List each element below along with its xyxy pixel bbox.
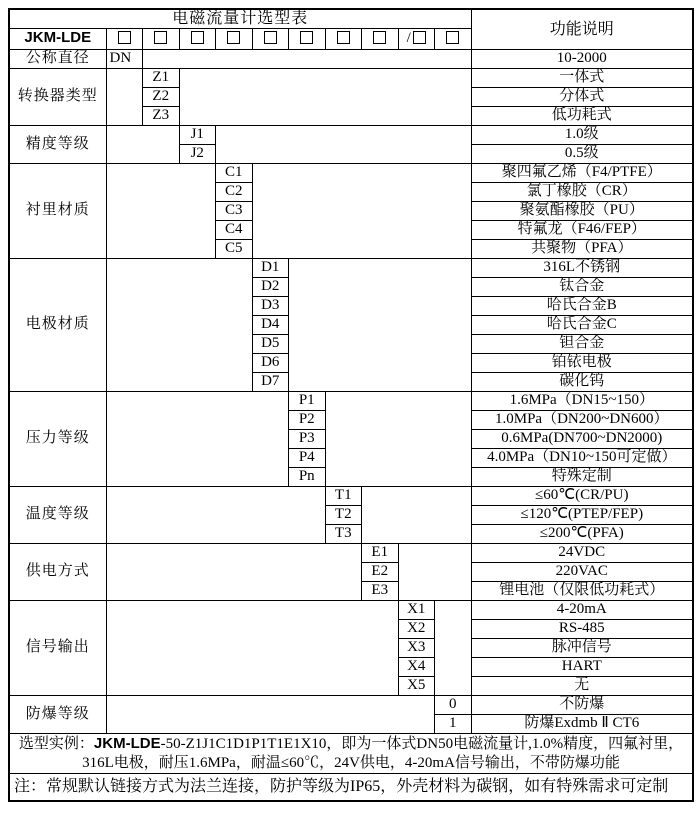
category-temperature-rating: 温度等级 — [9, 486, 106, 543]
code-box-cell-slash — [398, 28, 435, 49]
code-cell: Z2 — [143, 87, 180, 106]
code-box-cell — [325, 28, 362, 49]
selection-example — [9, 733, 693, 773]
spacer-cell — [435, 600, 472, 695]
code-cell: X1 — [398, 600, 435, 619]
spacer-cell — [106, 163, 216, 258]
category-nominal-diameter: 公称直径 — [9, 49, 106, 68]
code-cell: Z3 — [143, 106, 180, 125]
desc-cell: 低功耗式 — [471, 106, 693, 125]
code-cell: P3 — [289, 429, 326, 448]
category-explosion-proof-rating: 防爆等级 — [9, 695, 106, 733]
code-cell: D5 — [252, 334, 289, 353]
code-cell: E2 — [362, 562, 399, 581]
code-cell: C3 — [216, 201, 253, 220]
desc-cell: 钽合金 — [471, 334, 693, 353]
desc-cell: 316L不锈钢 — [471, 258, 693, 277]
spacer-cell — [289, 258, 472, 391]
code-cell: DN — [106, 49, 143, 68]
desc-cell: 1.6MPa（DN15~150） — [471, 391, 693, 410]
checkbox-icon[interactable] — [373, 31, 386, 44]
spacer-cell — [106, 543, 362, 600]
desc-cell: HART — [471, 657, 693, 676]
code-cell: C4 — [216, 220, 253, 239]
desc-cell: 哈氏合金B — [471, 296, 693, 315]
desc-cell: 特殊定制 — [471, 467, 693, 486]
desc-cell: 一体式 — [471, 68, 693, 87]
checkbox-icon[interactable] — [337, 31, 350, 44]
spacer-cell — [106, 695, 435, 733]
checkbox-icon[interactable] — [264, 31, 277, 44]
code-cell: C5 — [216, 239, 253, 258]
example-label: 选型实例： — [18, 735, 94, 752]
spacer-cell — [216, 125, 472, 163]
table-title: 电磁流量计选型表 — [9, 9, 471, 28]
category-power-supply: 供电方式 — [9, 543, 106, 600]
category-pressure-rating: 压力等级 — [9, 391, 106, 486]
category-converter-type: 转换器类型 — [9, 68, 106, 125]
code-cell: E1 — [362, 543, 399, 562]
desc-cell: 分体式 — [471, 87, 693, 106]
code-cell: D4 — [252, 315, 289, 334]
code-cell: J1 — [179, 125, 216, 144]
code-cell: T3 — [325, 524, 362, 543]
spacer-cell — [143, 49, 472, 68]
title-row — [9, 9, 693, 28]
example-line1-rest: -50-Z1J1C1D1P1T1E1X10，即为一体式DN50电磁流量计,1.0%精度，四氟衬里， — [160, 735, 684, 752]
code-cell: P2 — [289, 410, 326, 429]
desc-cell: RS-485 — [471, 619, 693, 638]
code-cell: T1 — [325, 486, 362, 505]
code-cell: C2 — [216, 182, 253, 201]
desc-cell: 共聚物（PFA） — [471, 239, 693, 258]
example-line1 — [10, 734, 692, 754]
checkbox-icon[interactable] — [413, 31, 426, 44]
code-box-cell — [143, 28, 180, 49]
code-cell: Z1 — [143, 68, 180, 87]
code-cell: X4 — [398, 657, 435, 676]
table-row — [9, 486, 693, 505]
code-cell: Pn — [289, 467, 326, 486]
table-row — [9, 600, 693, 619]
desc-cell: 碳化钨 — [471, 372, 693, 391]
spacer-cell — [179, 68, 471, 125]
checkbox-icon[interactable] — [191, 31, 204, 44]
desc-cell: 哈氏合金C — [471, 315, 693, 334]
desc-cell: 24VDC — [471, 543, 693, 562]
checkbox-icon[interactable] — [118, 31, 131, 44]
code-cell: T2 — [325, 505, 362, 524]
desc-cell: 聚四氟乙烯（F4/PTFE） — [471, 163, 693, 182]
desc-cell: 聚氨酯橡胶（PU） — [471, 201, 693, 220]
desc-cell: ≤120℃(PTEP/FEP) — [471, 505, 693, 524]
code-box-cell — [106, 28, 143, 49]
category-electrode-material: 电极材质 — [9, 258, 106, 391]
note-text: 注：常规默认链接方式为法兰连接，防护等级为IP65，外壳材料为碳钢，如有特殊需求可定制 — [9, 773, 693, 801]
desc-cell: 钛合金 — [471, 277, 693, 296]
code-box-cell — [252, 28, 289, 49]
desc-cell: 1.0级 — [471, 125, 693, 144]
category-accuracy-class: 精度等级 — [9, 125, 106, 163]
desc-cell: 氯丁橡胶（CR） — [471, 182, 693, 201]
desc-cell: 220VAC — [471, 562, 693, 581]
desc-cell: 4-20mA — [471, 600, 693, 619]
desc-cell: ≤60℃(CR/PU) — [471, 486, 693, 505]
checkbox-icon[interactable] — [446, 31, 459, 44]
code-cell: P1 — [289, 391, 326, 410]
code-cell: 1 — [435, 714, 472, 733]
code-cell: X3 — [398, 638, 435, 657]
spacer-cell — [106, 391, 289, 486]
desc-cell: ≤200℃(PFA) — [471, 524, 693, 543]
desc-cell: 防爆Exdmb Ⅱ CT6 — [471, 714, 693, 733]
example-line2: 316L电极，耐压1.6MPa，耐温≤60℃，24V供电，4-20mA信号输出，不带防爆功能 — [82, 754, 620, 771]
code-box-cell — [216, 28, 253, 49]
code-cell: 0 — [435, 695, 472, 714]
desc-cell: 不防爆 — [471, 695, 693, 714]
code-cell: X2 — [398, 619, 435, 638]
selection-table — [8, 8, 694, 802]
table-row — [9, 125, 693, 144]
spacer-cell — [398, 543, 471, 600]
model-prefix: JKM-LDE — [9, 28, 106, 49]
table-row — [9, 391, 693, 410]
spacer-cell — [106, 486, 325, 543]
example-row — [9, 733, 693, 773]
spacer-cell — [252, 163, 471, 258]
desc-cell: 1.0MPa（DN200~DN600） — [471, 410, 693, 429]
spacer-cell — [106, 600, 398, 695]
spacer-cell — [106, 258, 252, 391]
spacer-cell — [362, 486, 472, 543]
note-row — [9, 773, 693, 801]
spacer-cell — [106, 125, 179, 163]
function-column-header: 功能说明 — [471, 9, 693, 49]
desc-cell: 特氟龙（F46/FEP） — [471, 220, 693, 239]
spacer-cell — [106, 68, 143, 125]
category-signal-output: 信号输出 — [9, 600, 106, 695]
code-box-cell — [289, 28, 326, 49]
code-cell: J2 — [179, 144, 216, 163]
table-row — [9, 543, 693, 562]
code-cell: X5 — [398, 676, 435, 695]
table-row — [9, 695, 693, 714]
code-cell: C1 — [216, 163, 253, 182]
desc-cell: 锂电池（仅限低功耗式） — [471, 581, 693, 600]
desc-cell: 铂铱电极 — [471, 353, 693, 372]
desc-cell: 0.5级 — [471, 144, 693, 163]
category-lining-material: 衬里材质 — [9, 163, 106, 258]
checkbox-icon[interactable] — [300, 31, 313, 44]
desc-cell: 无 — [471, 676, 693, 695]
code-box-cell — [435, 28, 472, 49]
table-row — [9, 163, 693, 182]
spacer-cell — [325, 391, 471, 486]
code-box-cell — [179, 28, 216, 49]
table-row — [9, 258, 693, 277]
checkbox-icon[interactable] — [154, 31, 167, 44]
code-cell: D1 — [252, 258, 289, 277]
desc-cell: 脉冲信号 — [471, 638, 693, 657]
table-row — [9, 68, 693, 87]
slash-separator: / — [406, 30, 411, 47]
code-box-cell — [362, 28, 399, 49]
code-cell: P4 — [289, 448, 326, 467]
desc-cell: 0.6MPa(DN700~DN2000) — [471, 429, 693, 448]
example-model-code: JKM-LDE — [93, 734, 161, 752]
desc-cell: 10-2000 — [471, 49, 693, 68]
code-cell: D3 — [252, 296, 289, 315]
desc-cell: 4.0MPa（DN10~150可定做） — [471, 448, 693, 467]
code-cell: D6 — [252, 353, 289, 372]
code-cell: D2 — [252, 277, 289, 296]
checkbox-icon[interactable] — [227, 31, 240, 44]
table-row — [9, 49, 693, 68]
code-cell: D7 — [252, 372, 289, 391]
code-cell: E3 — [362, 581, 399, 600]
